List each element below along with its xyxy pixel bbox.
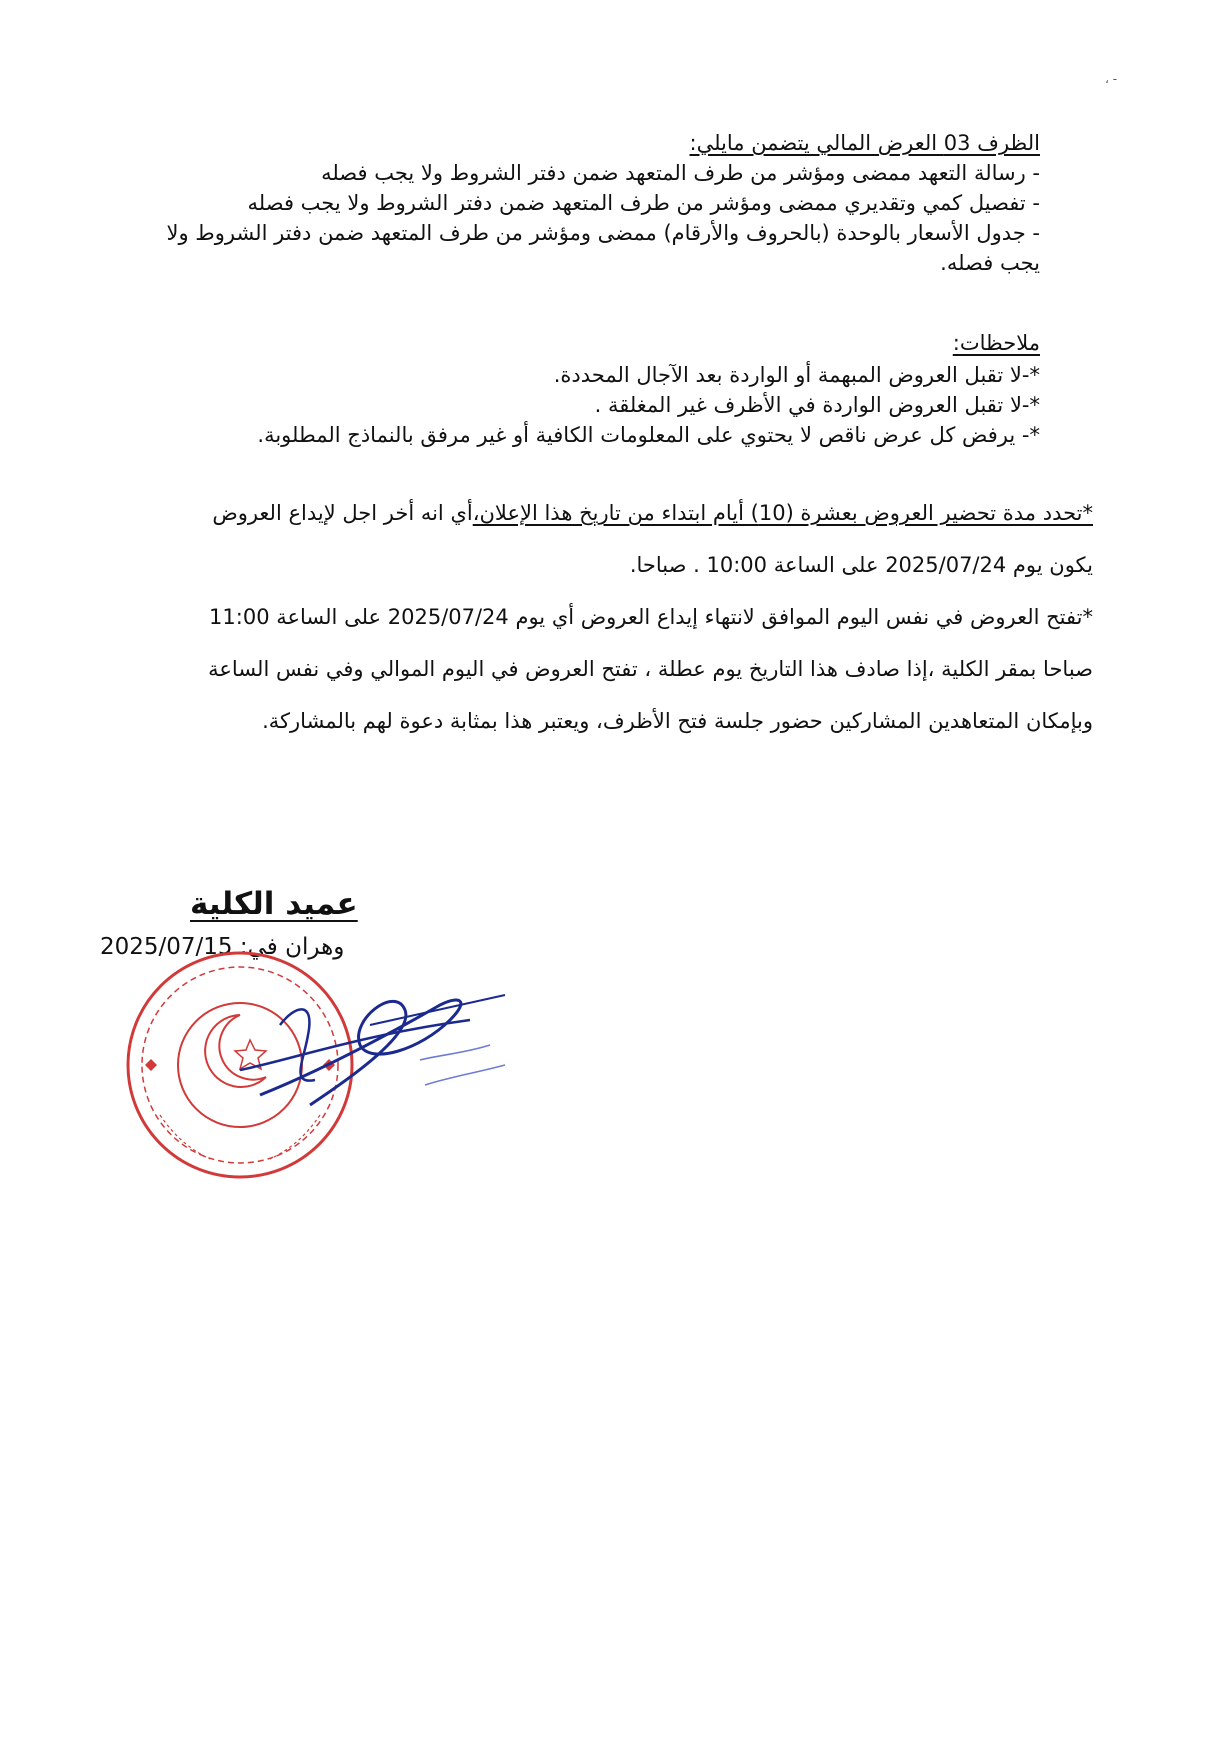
financial-envelope-title — [125, 128, 1040, 158]
financial-item: - رسالة التعهد ممضى ومؤشر من طرف المتعهد ضمن دفتر الشروط ولا يجب فصله — [321, 161, 1040, 185]
financial-envelope-title-text: الظرف 03 العرض المالي يتضمن مايلي: — [689, 131, 1040, 155]
opening-line-1: *تفتح العروض في نفس اليوم الموافق لانتهاء إيداع العروض أي يوم 2025/07/24 على الساعة 11:00 — [209, 605, 1093, 629]
opening-line-2: صباحا بمقر الكلية ،إذا صادف هذا التاريخ يوم عطلة ، تفتح العروض في اليوم الموالي وفي نفس الساعة — [208, 657, 1093, 681]
notes-title — [125, 328, 1040, 358]
financial-item: يجب فصله. — [940, 251, 1040, 275]
financial-item: - تفصيل كمي وتقديري ممضى ومؤشر من طرف المتعهد ضمن دفتر الشروط ولا يجب فصله — [247, 191, 1040, 215]
financial-envelope-list — [125, 158, 1040, 278]
deadline-rest: أي انه أخر اجل لإيداع العروض — [212, 501, 473, 525]
dean-title — [190, 886, 358, 922]
scan-marks: ‐ ، — [1105, 72, 1118, 86]
note-item: *-لا تقبل العروض المبهمة أو الواردة بعد الآجال المحددة. — [553, 363, 1040, 387]
notes-list — [125, 360, 1040, 450]
deadline-underlined: *تحدد مدة تحضير العروض بعشرة (10) أيام ابتداء من تاريخ هذا الإعلان، — [472, 501, 1093, 525]
deadline-line-1 — [133, 487, 1093, 539]
opening-line-3: وبإمكان المتعاهدين المشاركين حضور جلسة فتح الأظرف، ويعتبر هذا بمثابة دعوة لهم بالمشاركة. — [262, 709, 1093, 733]
deadline-line-2: يكون يوم 2025/07/24 على الساعة 10:00 . صباحا. — [629, 553, 1093, 577]
place-date: وهران في: 2025/07/15 — [100, 934, 345, 960]
notes-title-text: ملاحظات: — [952, 331, 1040, 355]
handwritten-signature — [220, 965, 520, 1125]
note-item: *-لا تقبل العروض الواردة في الأظرف غير المغلقة . — [594, 393, 1040, 417]
note-item: *- يرفض كل عرض ناقص لا يحتوي على المعلومات الكافية أو غير مرفق بالنماذج المطلوبة. — [257, 423, 1040, 447]
financial-item: - جدول الأسعار بالوحدة (بالحروف والأرقام) ممضى ومؤشر من طرف المتعهد ضمن دفتر الشروط ولا — [166, 221, 1040, 245]
dean-title-text: عميد الكلية — [190, 886, 358, 922]
deadline-paragraph — [133, 487, 1093, 747]
